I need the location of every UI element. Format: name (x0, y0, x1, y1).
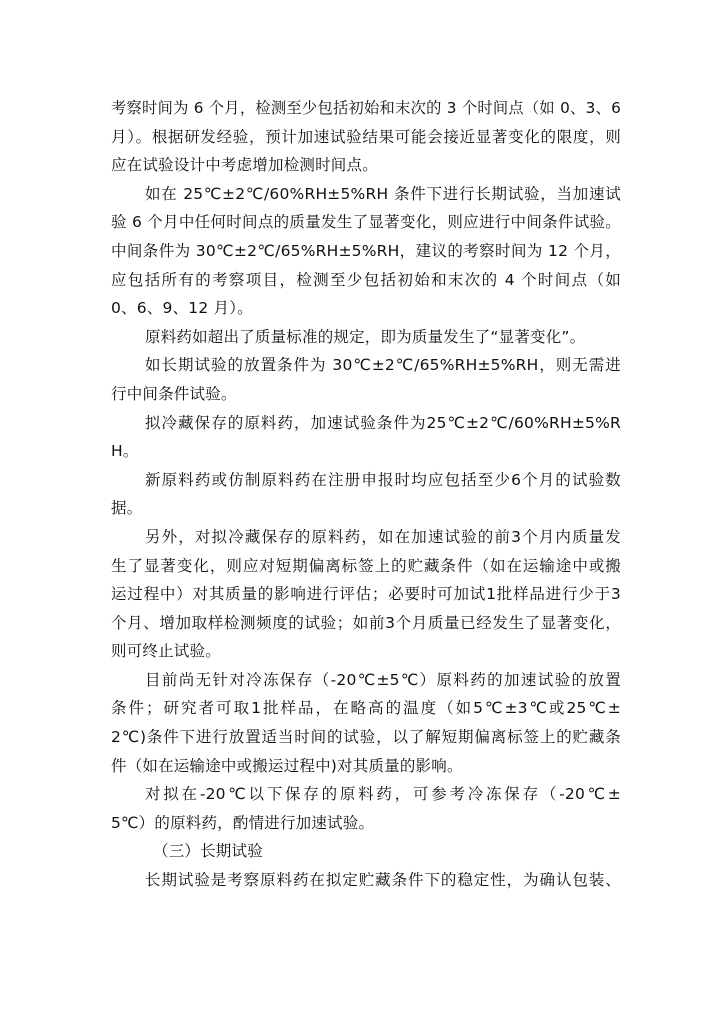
section-heading: （三）长期试验 (153, 842, 263, 861)
text-line: 件（如在运输途中或搬运过程中)对其质量的影响。 (111, 756, 463, 775)
text-line: 拟冷藏保存的原料药，加速试验条件为25℃±2℃/60%RH±5%R (145, 413, 621, 432)
text-line: 行中间条件试验。 (111, 384, 237, 403)
body-text (111, 94, 621, 895)
text-line: 生了显著变化，则应对短期偏离标签上的贮藏条件（如在运输途中或搬 (111, 556, 621, 575)
text-line: 长期试验是考察原料药在拟定贮藏条件下的稳定性，为确认包装、 (145, 871, 621, 890)
text-line: 则可终止试验。 (111, 642, 221, 661)
text-line: 另外，对拟冷藏保存的原料药，如在加速试验的前3个月内质量发 (145, 527, 621, 546)
text-line: 据。 (111, 499, 143, 518)
text-line: 对拟在-20℃以下保存的原料药，可参考冷冻保存（-20℃± (145, 785, 621, 804)
text-line: H。 (111, 442, 139, 461)
text-line: 如在 25℃±2℃/60%RH±5%RH 条件下进行长期试验，当加速试 (145, 184, 621, 203)
text-line: 应在试验设计中考虑增加检测时间点。 (111, 156, 378, 175)
text-line: 新原料药或仿制原料药在注册申报时均应包括至少6个月的试验数 (145, 470, 621, 489)
text-line: 应包括所有的考察项目，检测至少包括初始和末次的 4 个时间点（如 (111, 270, 621, 289)
text-line: 如长期试验的放置条件为 30℃±2℃/65%RH±5%RH，则无需进 (145, 356, 621, 375)
text-line: 2℃)条件下进行放置适当时间的试验，以了解短期偏离标签上的贮藏条 (111, 728, 621, 747)
text-line: 目前尚无针对冷冻保存（-20℃±5℃）原料药的加速试验的放置 (145, 670, 621, 689)
text-line: 考察时间为 6 个月，检测至少包括初始和末次的 3 个时间点（如 0、3、6 (111, 99, 621, 117)
text-line: 个月、增加取样检测频度的试验；如前3个月质量已经发生了显著变化， (111, 613, 621, 632)
text-line: 0、6、9、12 月）。 (111, 299, 253, 318)
text-line: 运过程中）对其质量的影响进行评估；必要时可加试1批样品进行少于3 (111, 585, 621, 604)
text-line: 月）。根据研发经验，预计加速试验结果可能会接近显著变化的限度，则 (111, 127, 621, 146)
text-line: 条件；研究者可取1批样品，在略高的温度（如5℃±3℃或25℃± (111, 699, 621, 718)
text-line: 中间条件为 30℃±2℃/65%RH±5%RH，建议的考察时间为 12 个月， (111, 241, 621, 260)
text-line: 验 6 个月中任何时间点的质量发生了显著变化，则应进行中间条件试验。 (111, 213, 621, 232)
text-line: 5℃）的原料药，酌情进行加速试验。 (111, 813, 375, 832)
text-line: 原料药如超出了质量标准的规定，即为质量发生了“显著变化”。 (145, 327, 586, 346)
